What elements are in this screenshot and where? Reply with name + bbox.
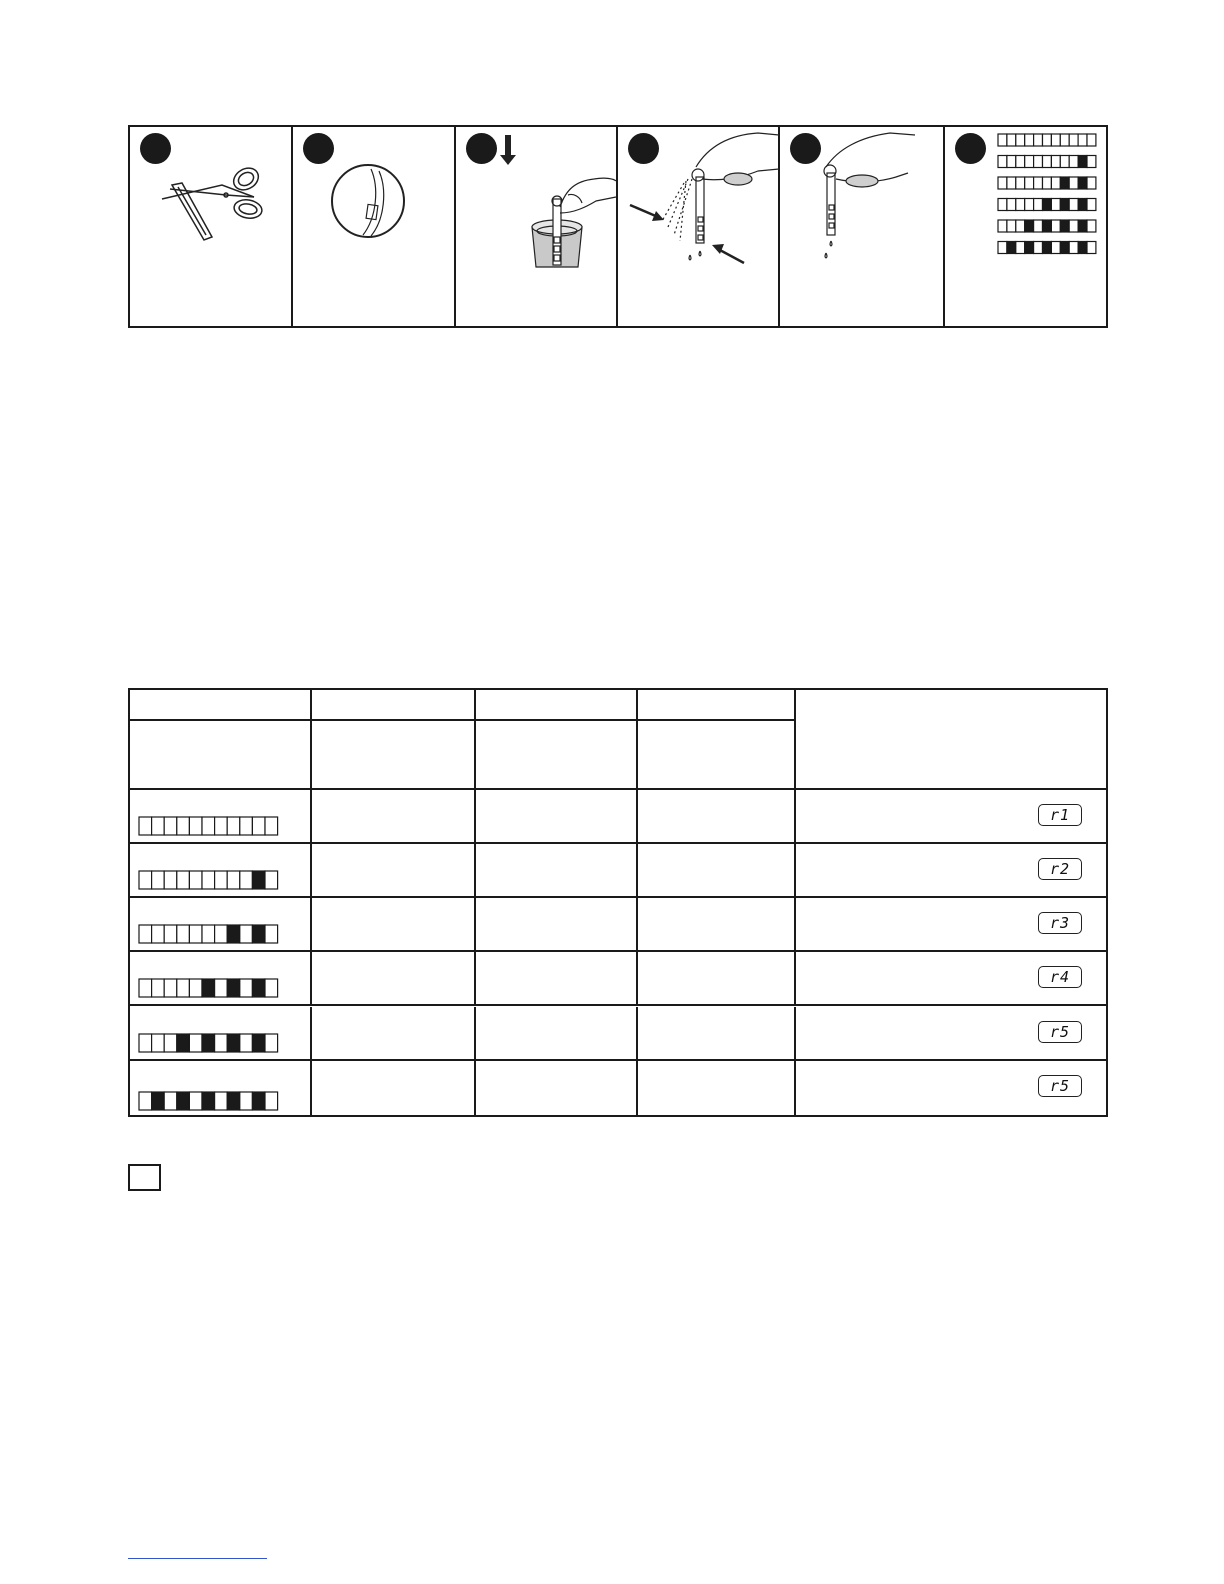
value-cell xyxy=(312,952,476,1004)
chart-strip-5 xyxy=(998,220,1096,232)
strip-pad-empty xyxy=(152,925,165,943)
note-box xyxy=(128,1164,161,1191)
value-cell xyxy=(638,898,796,950)
strip-pad-filled xyxy=(1060,220,1069,232)
value-cell xyxy=(638,1007,796,1059)
value-cell xyxy=(312,844,476,896)
value-cell xyxy=(638,1061,796,1117)
strip-pad-empty xyxy=(139,979,152,997)
chart-strip-4 xyxy=(998,199,1096,211)
strip-pad-filled xyxy=(202,1092,215,1110)
shake-strip-icon xyxy=(618,127,779,327)
setting-cell xyxy=(796,952,1108,1004)
hardness-level-display: r3 xyxy=(1038,912,1082,934)
strip-pad-empty xyxy=(265,979,278,997)
strip-pad-filled xyxy=(227,925,240,943)
strip-pad-empty xyxy=(1015,156,1024,168)
strip-pad-filled xyxy=(252,871,265,889)
strip-pad-empty xyxy=(215,817,228,835)
strip-pad-filled xyxy=(177,1092,190,1110)
step-compare xyxy=(945,127,1106,326)
strip-cell xyxy=(130,844,312,896)
strip-pad-filled xyxy=(1078,199,1087,211)
strip-pad-filled xyxy=(1078,220,1087,232)
strip-pad-empty xyxy=(1051,156,1060,168)
test-strip-pattern xyxy=(138,978,279,998)
strip-pad-filled xyxy=(252,925,265,943)
value-cell xyxy=(312,1007,476,1059)
scissors-cutting-strip-icon xyxy=(130,127,292,327)
strip-pad-filled xyxy=(1060,199,1069,211)
strip-pad-empty xyxy=(1087,199,1096,211)
strip-pad-empty xyxy=(1015,220,1024,232)
strip-pad-empty xyxy=(1069,156,1078,168)
value-cell xyxy=(476,790,638,842)
strip-pad-empty xyxy=(1087,220,1096,232)
chart-strip-2 xyxy=(998,156,1096,168)
strip-pad-empty xyxy=(215,1034,228,1052)
strip-pad-filled xyxy=(1078,177,1087,189)
setting-cell xyxy=(796,898,1108,950)
strip-pad-filled xyxy=(1060,242,1069,254)
step-cut xyxy=(130,127,293,326)
strip-pad-empty xyxy=(1069,134,1078,146)
hardness-level-display: r5 xyxy=(1038,1021,1082,1043)
strip-pad-empty xyxy=(1024,199,1033,211)
strip-pad-empty xyxy=(164,925,177,943)
strip-pad-empty xyxy=(1078,134,1087,146)
strip-pad-empty xyxy=(998,177,1007,189)
strip-pad-empty xyxy=(1033,177,1042,189)
strip-pad-filled xyxy=(1024,242,1033,254)
header-cell xyxy=(476,690,638,721)
strip-pad-empty xyxy=(177,871,190,889)
strip-pad-empty xyxy=(1042,134,1051,146)
table-row xyxy=(130,1007,1106,1061)
chart-strip-6 xyxy=(998,242,1096,254)
strip-pad-empty xyxy=(189,1092,202,1110)
setting-cell xyxy=(796,790,1108,842)
strip-pad-filled xyxy=(252,1034,265,1052)
header-cell xyxy=(130,690,312,721)
strip-pad-empty xyxy=(240,925,253,943)
strip-cell xyxy=(130,1061,312,1117)
hardness-table xyxy=(128,688,1108,1117)
strip-pad-filled xyxy=(202,1034,215,1052)
strip-pad-empty xyxy=(139,1092,152,1110)
value-cell xyxy=(476,952,638,1004)
strip-pad-empty xyxy=(1015,134,1024,146)
strip-pad-empty xyxy=(1069,220,1078,232)
instruction-steps xyxy=(128,125,1108,328)
hold-strip-drip-icon xyxy=(780,127,943,327)
strip-pad-empty xyxy=(164,871,177,889)
test-strip-pattern xyxy=(138,924,279,944)
step-inspect xyxy=(293,127,455,326)
setting-cell xyxy=(796,844,1108,896)
test-strip-pattern xyxy=(138,1033,279,1053)
strip-pad-empty xyxy=(189,871,202,889)
step-dip xyxy=(456,127,618,326)
strip-pad-empty xyxy=(1033,220,1042,232)
table-subheader-row xyxy=(130,721,1106,790)
table-row xyxy=(130,1061,1106,1117)
strip-pad-empty xyxy=(240,817,253,835)
strip-pad-filled xyxy=(1060,177,1069,189)
strip-pad-empty xyxy=(1051,199,1060,211)
header-cell xyxy=(312,721,476,788)
strip-pad-filled xyxy=(152,1092,165,1110)
strip-pad-empty xyxy=(998,220,1007,232)
strip-pad-empty xyxy=(164,1034,177,1052)
strip-pad-empty xyxy=(139,817,152,835)
strip-pad-empty xyxy=(227,817,240,835)
strip-cell xyxy=(130,1007,312,1059)
hardness-level-display: r5 xyxy=(1038,1075,1082,1097)
strip-pad-filled xyxy=(1007,242,1016,254)
hardness-level-display: r4 xyxy=(1038,966,1082,988)
strip-pad-empty xyxy=(1069,242,1078,254)
value-cell xyxy=(638,844,796,896)
strip-pad-empty xyxy=(177,979,190,997)
strip-pad-empty xyxy=(1087,177,1096,189)
strip-pad-filled xyxy=(227,1034,240,1052)
value-cell xyxy=(312,898,476,950)
strip-pad-filled xyxy=(227,979,240,997)
strip-pad-empty xyxy=(189,1034,202,1052)
setting-cell xyxy=(796,1061,1108,1117)
strip-pad-empty xyxy=(1015,199,1024,211)
hardness-level-display: r1 xyxy=(1038,804,1082,826)
strip-pad-empty xyxy=(1024,177,1033,189)
strip-pad-empty xyxy=(139,1034,152,1052)
strip-pad-empty xyxy=(1007,134,1016,146)
strip-pad-empty xyxy=(998,242,1007,254)
strip-pad-empty xyxy=(1069,199,1078,211)
step-read xyxy=(780,127,944,326)
setting-cell xyxy=(796,1007,1108,1059)
strip-pad-empty xyxy=(240,979,253,997)
strip-pad-empty xyxy=(1007,156,1016,168)
strip-pad-empty xyxy=(139,871,152,889)
strip-pad-empty xyxy=(998,156,1007,168)
header-cell xyxy=(796,690,1108,790)
strip-pad-filled xyxy=(252,979,265,997)
strip-pad-empty xyxy=(215,979,228,997)
header-cell xyxy=(130,721,312,788)
strip-pad-empty xyxy=(1051,177,1060,189)
strip-pad-empty xyxy=(1051,220,1060,232)
strip-cell xyxy=(130,952,312,1004)
strip-pad-empty xyxy=(265,1092,278,1110)
strip-pad-empty xyxy=(202,871,215,889)
strip-pad-empty xyxy=(1060,134,1069,146)
step-shake xyxy=(618,127,780,326)
table-row xyxy=(130,952,1106,1006)
strip-pad-empty xyxy=(1007,199,1016,211)
header-cell xyxy=(638,690,796,721)
footnote-rule xyxy=(128,1558,267,1559)
strip-pad-filled xyxy=(1042,242,1051,254)
strip-pad-filled xyxy=(202,979,215,997)
table-row xyxy=(130,898,1106,952)
strip-pad-empty xyxy=(1024,156,1033,168)
value-cell xyxy=(476,1061,638,1117)
value-cell xyxy=(638,952,796,1004)
strip-pad-empty xyxy=(202,925,215,943)
header-cell xyxy=(312,690,476,721)
strip-pad-empty xyxy=(1060,156,1069,168)
strip-pad-empty xyxy=(265,1034,278,1052)
strip-pad-empty xyxy=(1015,242,1024,254)
strip-pad-empty xyxy=(177,817,190,835)
strip-color-chart-icon xyxy=(945,127,1105,327)
strip-pad-filled xyxy=(1042,199,1051,211)
strip-pad-empty xyxy=(152,1034,165,1052)
strip-pad-empty xyxy=(1042,156,1051,168)
strip-pad-empty xyxy=(1033,199,1042,211)
test-strip-pattern xyxy=(138,870,279,890)
strip-pad-empty xyxy=(1069,177,1078,189)
strip-pad-empty xyxy=(152,817,165,835)
strip-pad-empty xyxy=(177,925,190,943)
table-row xyxy=(130,844,1106,898)
hardness-level-display: r2 xyxy=(1038,858,1082,880)
header-cell xyxy=(476,721,638,788)
value-cell xyxy=(476,1007,638,1059)
strip-pad-empty xyxy=(1087,134,1096,146)
strip-in-water-cup-icon xyxy=(456,127,617,327)
strip-pad-filled xyxy=(1042,220,1051,232)
strip-pad-filled xyxy=(252,1092,265,1110)
header-cell xyxy=(638,721,796,788)
strip-pad-empty xyxy=(1042,177,1051,189)
strip-pad-empty xyxy=(265,925,278,943)
strip-pad-filled xyxy=(1078,156,1087,168)
strip-pad-empty xyxy=(215,925,228,943)
strip-pad-empty xyxy=(164,979,177,997)
strip-pad-empty xyxy=(1051,242,1060,254)
table-row xyxy=(130,790,1106,844)
strip-magnifier-icon xyxy=(293,127,454,327)
strip-pad-filled xyxy=(1078,242,1087,254)
test-strip-pattern xyxy=(138,1091,279,1111)
strip-pad-empty xyxy=(189,979,202,997)
strip-pad-empty xyxy=(1033,134,1042,146)
strip-pad-empty xyxy=(1033,242,1042,254)
strip-pad-empty xyxy=(240,1092,253,1110)
strip-pad-empty xyxy=(164,817,177,835)
strip-pad-empty xyxy=(215,871,228,889)
strip-pad-empty xyxy=(1087,156,1096,168)
strip-pad-empty xyxy=(1051,134,1060,146)
strip-pad-empty xyxy=(1015,177,1024,189)
strip-pad-empty xyxy=(1007,220,1016,232)
strip-pad-empty xyxy=(240,1034,253,1052)
strip-pad-empty xyxy=(998,134,1007,146)
strip-pad-empty xyxy=(139,925,152,943)
strip-pad-empty xyxy=(164,1092,177,1110)
strip-pad-empty xyxy=(202,817,215,835)
value-cell xyxy=(312,1061,476,1117)
strip-pad-empty xyxy=(265,817,278,835)
strip-pad-empty xyxy=(227,871,240,889)
value-cell xyxy=(476,898,638,950)
value-cell xyxy=(312,790,476,842)
strip-cell xyxy=(130,790,312,842)
strip-pad-empty xyxy=(152,871,165,889)
strip-pad-empty xyxy=(189,925,202,943)
strip-cell xyxy=(130,898,312,950)
strip-pad-empty xyxy=(1024,134,1033,146)
strip-pad-filled xyxy=(177,1034,190,1052)
strip-pad-empty xyxy=(189,817,202,835)
strip-pad-empty xyxy=(215,1092,228,1110)
strip-pad-empty xyxy=(1087,242,1096,254)
strip-pad-empty xyxy=(265,871,278,889)
strip-pad-empty xyxy=(1033,156,1042,168)
strip-pad-empty xyxy=(152,979,165,997)
strip-pad-empty xyxy=(252,817,265,835)
strip-pad-filled xyxy=(1024,220,1033,232)
chart-strip-1 xyxy=(998,134,1096,146)
chart-strip-3 xyxy=(998,177,1096,189)
strip-pad-empty xyxy=(240,871,253,889)
strip-pad-empty xyxy=(998,199,1007,211)
strip-pad-filled xyxy=(227,1092,240,1110)
value-cell xyxy=(476,844,638,896)
value-cell xyxy=(638,790,796,842)
strip-pad-empty xyxy=(1007,177,1016,189)
test-strip-pattern xyxy=(138,816,279,836)
